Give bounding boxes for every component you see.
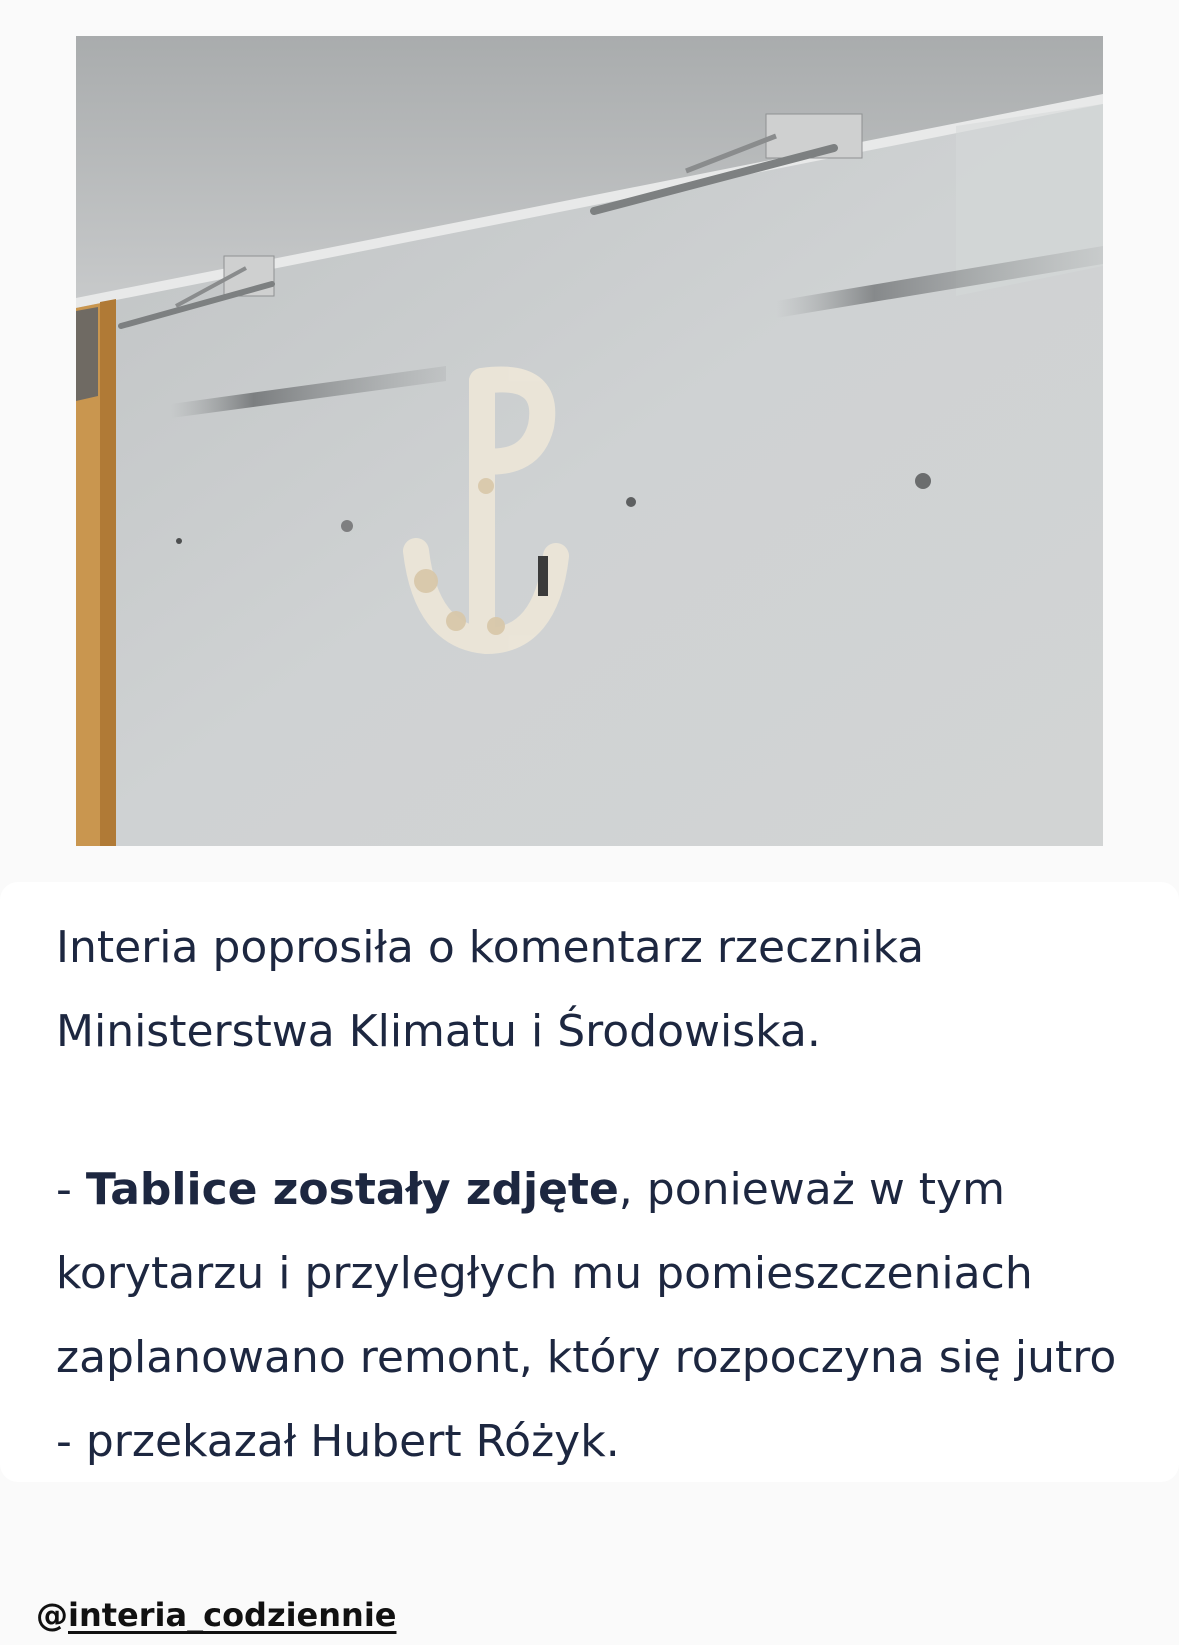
article-paragraph-quote [56, 1148, 1123, 1484]
handle-name: interia_codziennie [68, 1596, 397, 1634]
article-photo [76, 36, 1103, 846]
wall-photo-illustration [76, 36, 1103, 846]
handle-at-sign: @ [36, 1596, 68, 1634]
quote-bold-lead: Tablice zostały zdjęte [85, 1164, 619, 1215]
account-handle-link[interactable] [36, 1596, 396, 1634]
article-text-card [0, 882, 1179, 1482]
article-paragraph-intro: Interia poprosiła o komentarz rzecznika Ministerstwa Klimatu i Środowiska. [56, 922, 925, 1057]
quote-prefix: - [56, 1164, 86, 1215]
quote-rest: , ponieważ w tym korytarzu i przyległych mu pomieszczeniach zaplanowano remont, który rozpoczyna się jutro - przekazał Hubert Różyk. [56, 1164, 1117, 1467]
